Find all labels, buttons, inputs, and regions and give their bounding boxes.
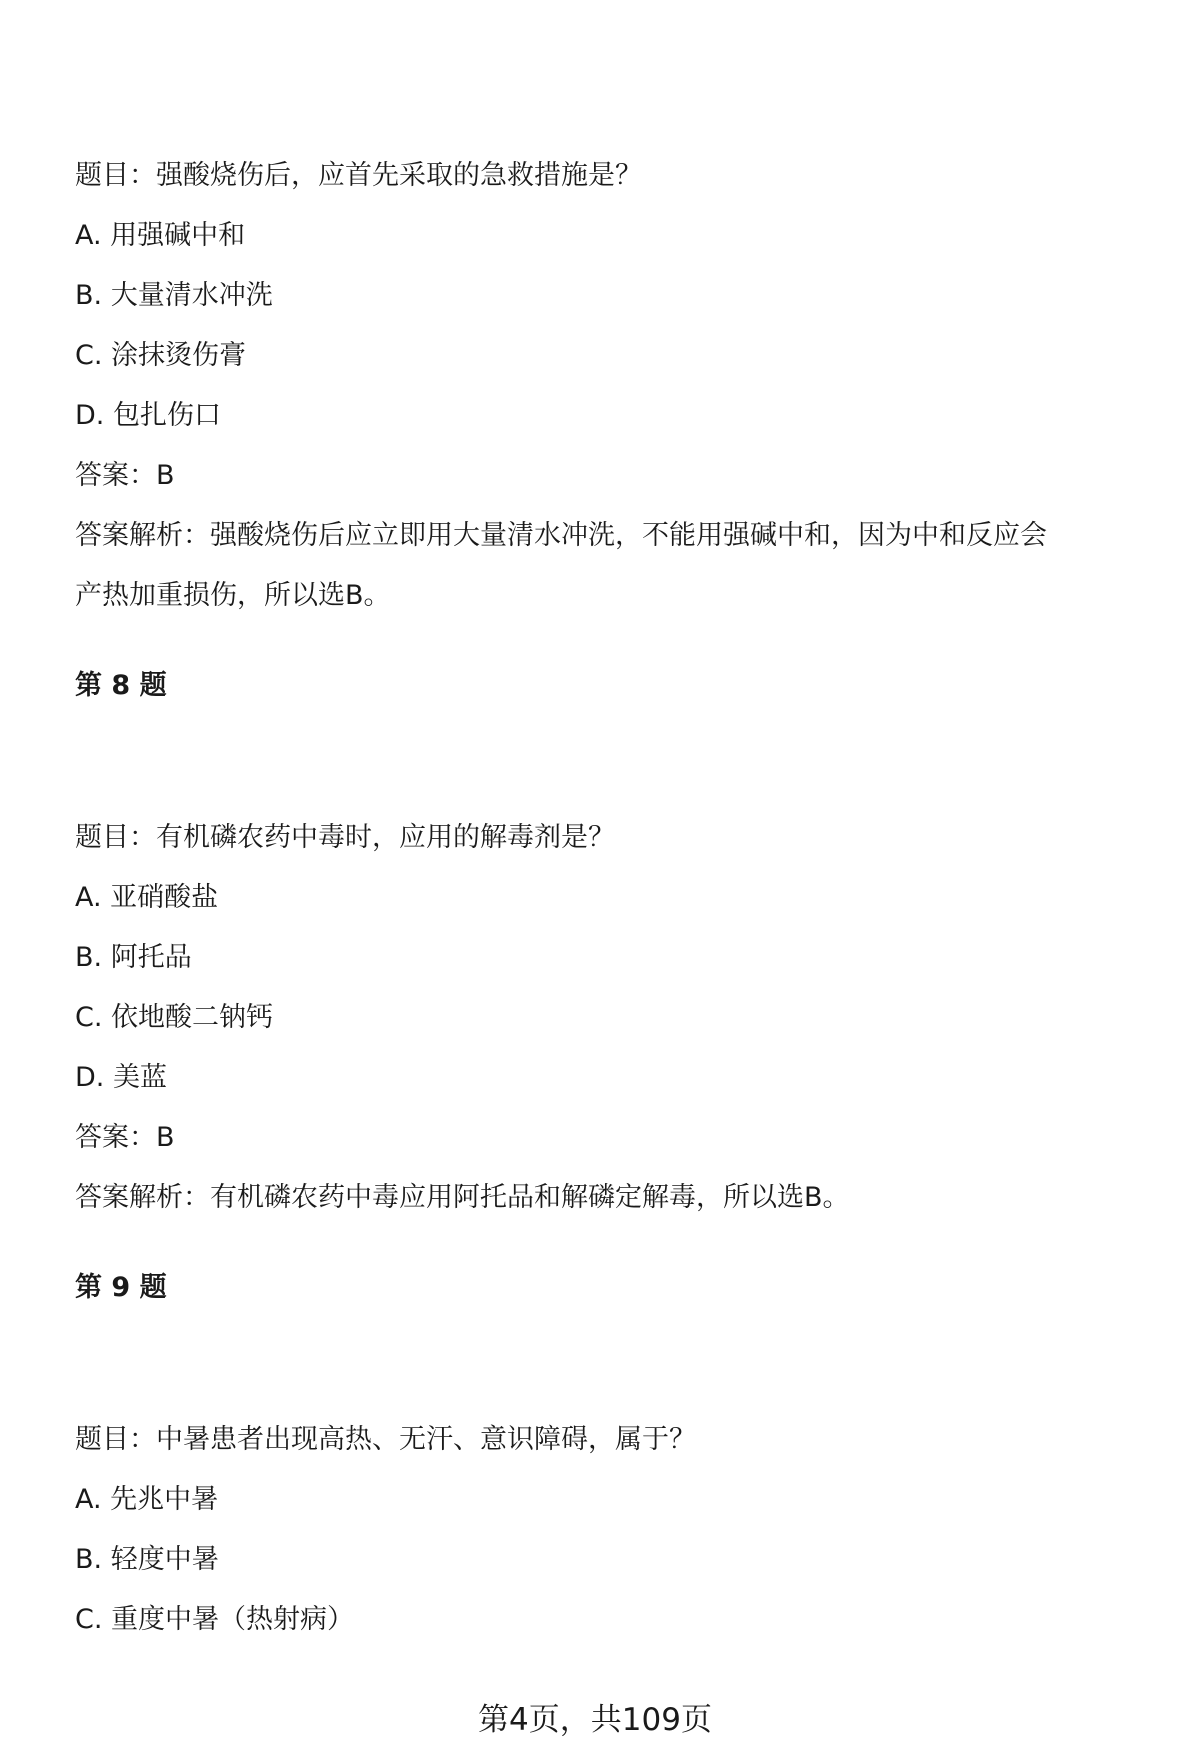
q9-option-b: B. 轻度中暑 [75,1544,219,1575]
q7-option-a: A. 用强碱中和 [75,220,246,251]
q9-option-c: C. 重度中暑（热射病） [75,1604,355,1635]
q7-option-b: B. 大量清水冲洗 [75,280,273,311]
q7-analysis-line1: 答案解析：强酸烧伤后应立即用大量清水冲洗，不能用强碱中和，因为中和反应会 [75,520,1047,551]
q8-option-c: C. 依地酸二钠钙 [75,1002,274,1033]
q8-option-b: B. 阿托品 [75,942,192,973]
page-number-footer: 第4页，共109页 [478,1702,712,1738]
q7-answer: 答案：B [75,460,175,491]
q7-option-d: D. 包扎伤口 [75,400,221,431]
q8-analysis: 答案解析：有机磷农药中毒应用阿托品和解磷定解毒，所以选B。 [75,1182,850,1213]
q8-option-a: A. 亚硝酸盐 [75,882,219,913]
q7-option-c: C. 涂抹烫伤膏 [75,340,247,371]
q8-answer: 答案：B [75,1122,175,1153]
q7-analysis-line2: 产热加重损伤，所以选B。 [75,580,391,611]
q8-heading: 第 8 题 [75,670,167,701]
q9-heading: 第 9 题 [75,1272,167,1303]
q7-question: 题目：强酸烧伤后，应首先采取的急救措施是？ [75,160,642,191]
q8-option-d: D. 美蓝 [75,1062,167,1093]
q8-question: 题目：有机磷农药中毒时，应用的解毒剂是？ [75,822,615,853]
q9-question: 题目：中暑患者出现高热、无汗、意识障碍，属于？ [75,1424,696,1455]
q9-option-a: A. 先兆中暑 [75,1484,219,1515]
